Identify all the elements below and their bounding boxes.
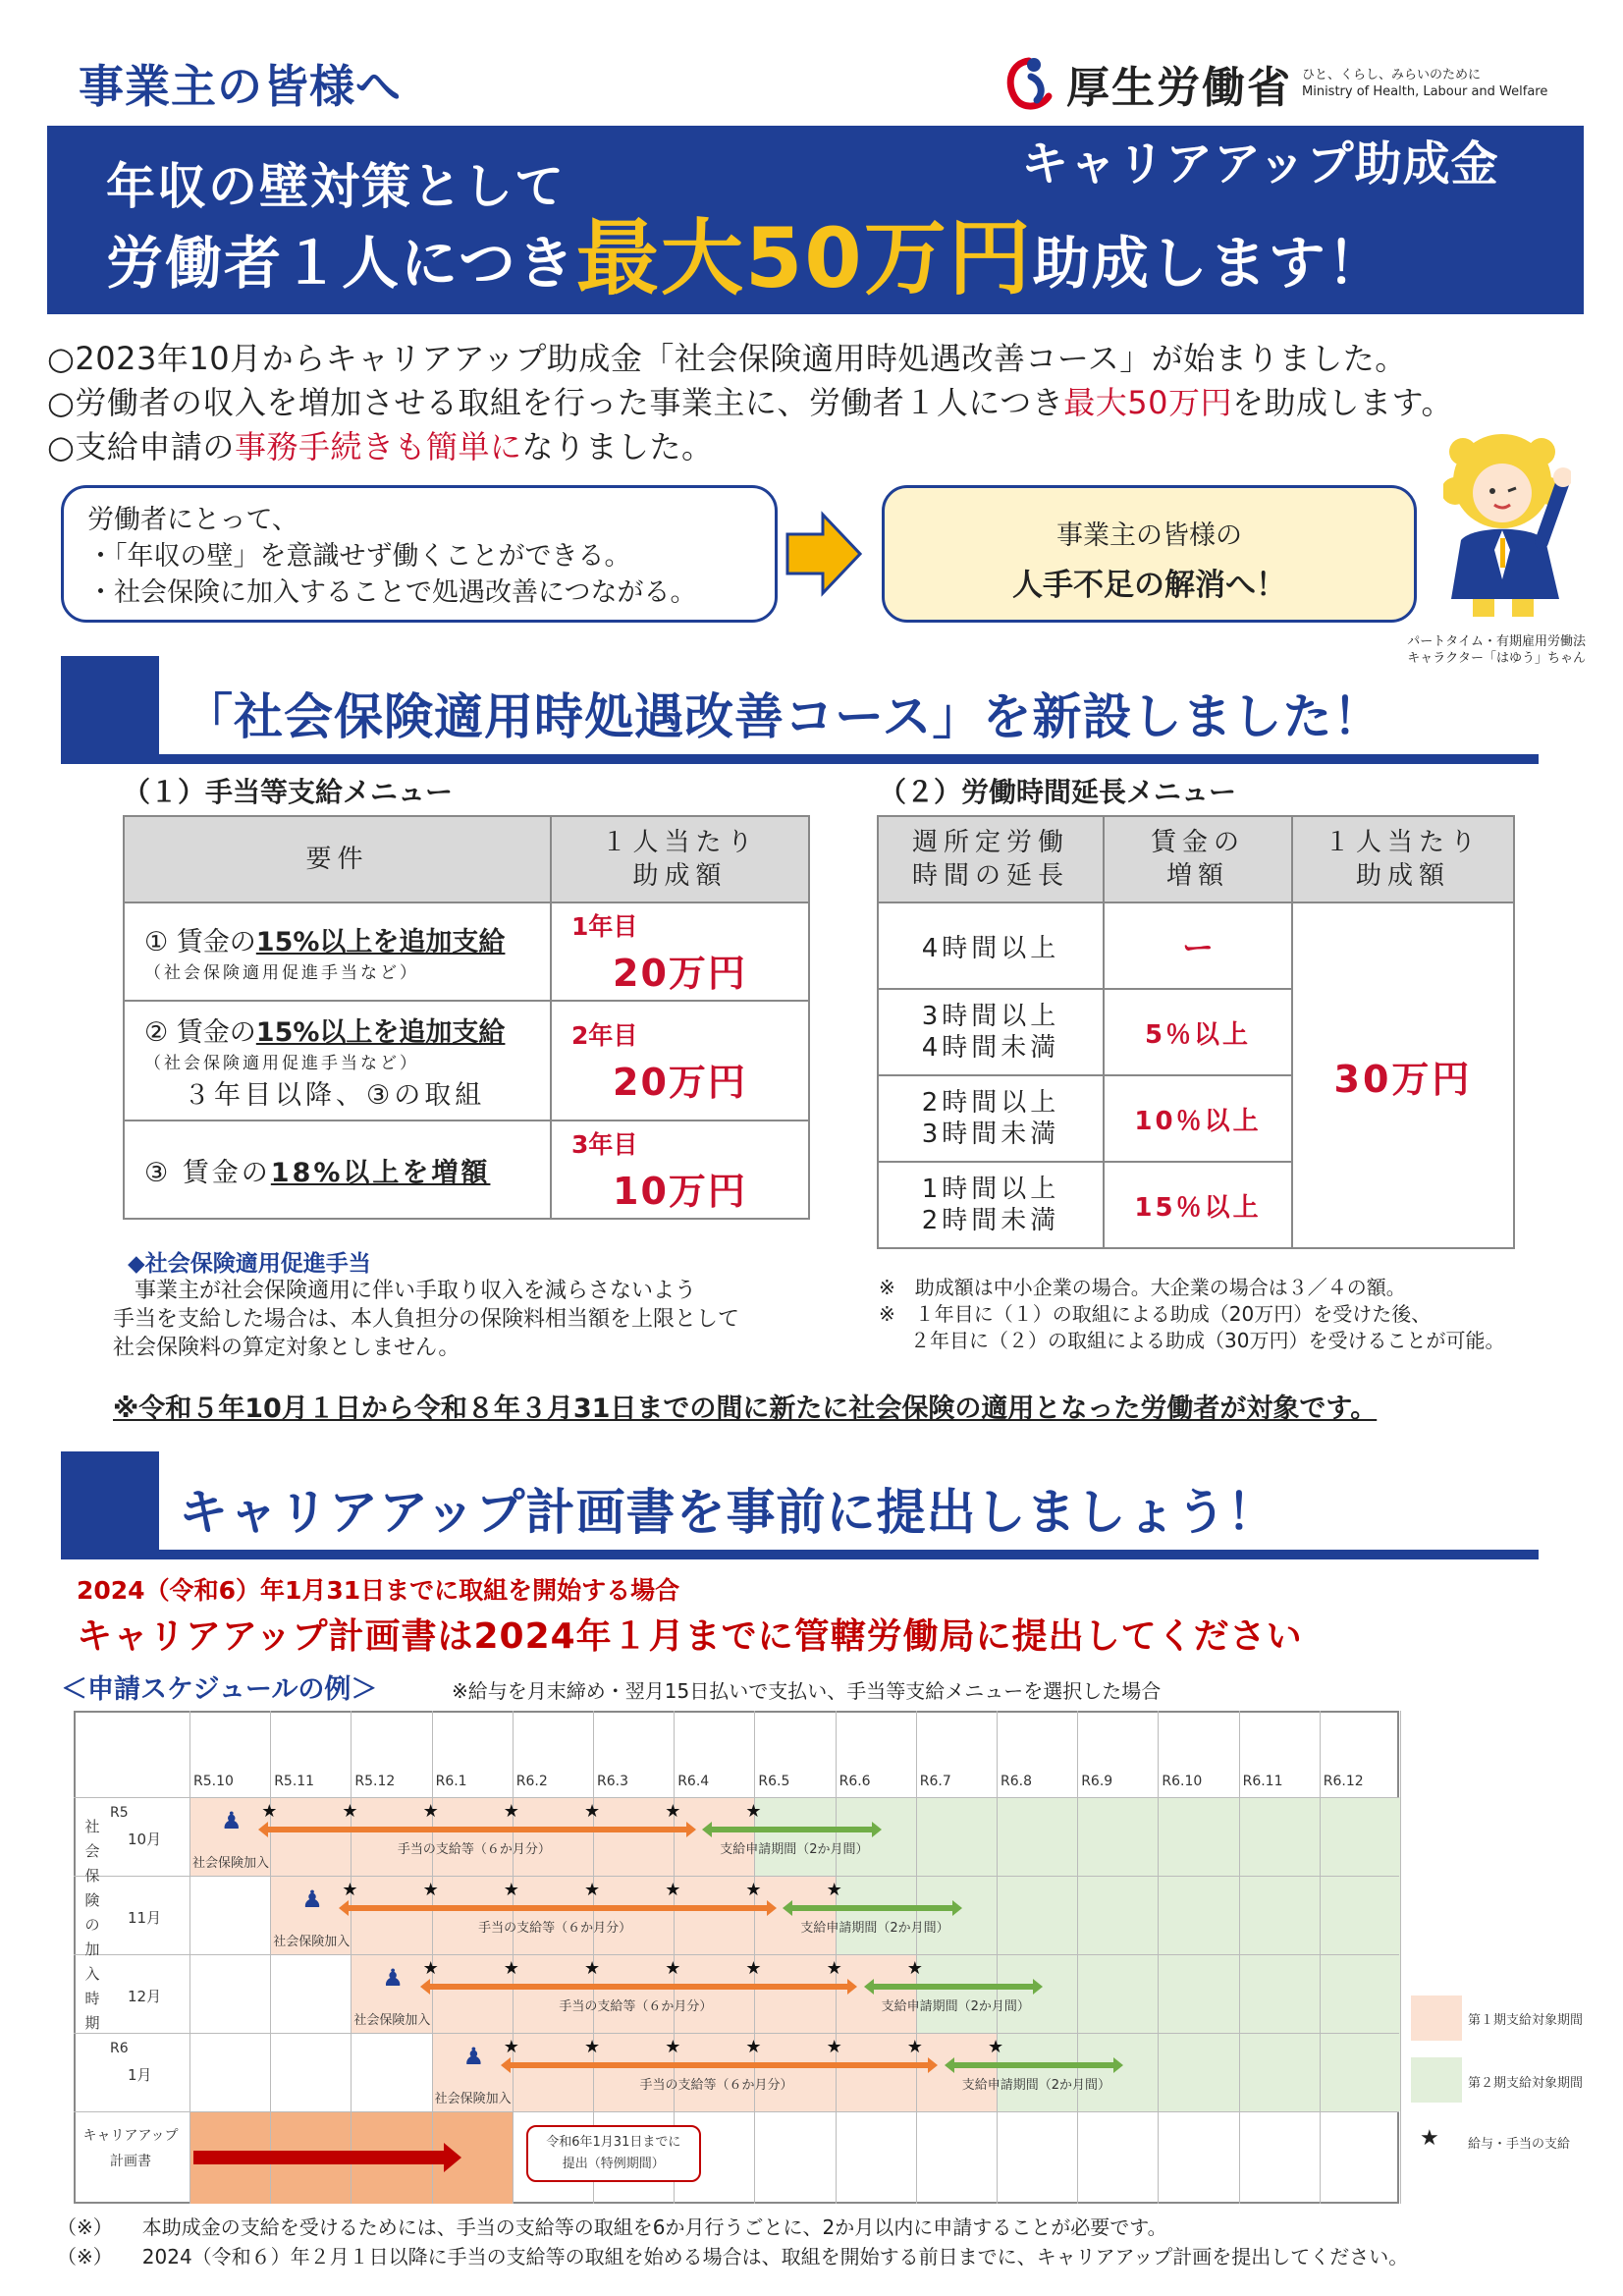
person-icon: ♟ xyxy=(462,2043,485,2070)
month-label: R5.10 xyxy=(193,1774,234,1789)
apply-arrow-head-left xyxy=(945,2057,954,2073)
month-label: R6.12 xyxy=(1323,1774,1364,1789)
apply-arrow xyxy=(872,1984,1033,1990)
payment-star-icon: ★ xyxy=(503,1801,519,1822)
plan-arrow-head xyxy=(444,2143,461,2172)
pay-arrow-head-right xyxy=(686,1822,696,1837)
schedule-example-note: ※給与を月末締め・翌月15日払いで支払い、手当等支給メニューを選択した場合 xyxy=(452,1679,1162,1703)
apply-label: 支給申請期間（2か月間） xyxy=(961,2078,1111,2093)
payment-star-icon: ★ xyxy=(584,1958,601,1979)
payment-star-icon: ★ xyxy=(261,1801,278,1822)
pay-arrow-head-left xyxy=(339,1900,349,1916)
menu1-row xyxy=(124,1001,809,1121)
schedule-example-title: ＜申請スケジュールの例＞ xyxy=(61,1674,378,1705)
pay-arrow xyxy=(509,2062,928,2068)
allowance-text: 事業主が社会保険適用に伴い手取り収入を減らさないよう 手当を支給した場合は、本人負担分の保険料相当額を上限として 社会保険料の算定対象としません。 xyxy=(113,1279,740,1360)
month-label: R6.5 xyxy=(758,1774,790,1789)
grid-line xyxy=(432,1711,433,2204)
menu1-requirement: ③ 賃金の18%以上を増額 xyxy=(124,1121,551,1219)
month-label: R6.8 xyxy=(1001,1774,1032,1789)
worker-benefits-title: 労働者にとって、 xyxy=(87,505,298,535)
grid-line xyxy=(351,1711,352,2204)
menu2-title: （２）労働時間延長メニュー xyxy=(879,776,1237,808)
banner-max-amount: 最大50万円 xyxy=(575,210,1033,306)
pay-arrow xyxy=(347,1905,766,1911)
apply-label: 支給申請期間（2か月間） xyxy=(800,1921,949,1936)
plan-headline: キャリアアップ計画書は2024年１月までに管轄労働局に提出してください xyxy=(77,1616,1303,1657)
plan-row-label-2: 計画書 xyxy=(110,2154,151,2169)
menu2-wage: ー xyxy=(1104,902,1292,989)
month-label: R6.9 xyxy=(1081,1774,1113,1789)
payment-star-icon: ★ xyxy=(342,1801,358,1822)
apply-arrow-head-left xyxy=(702,1822,712,1837)
right-arrow-icon xyxy=(785,511,862,597)
payment-star-icon: ★ xyxy=(826,1958,842,1979)
grid-line xyxy=(836,1711,837,2204)
menu2-head-wage: 賃金の 増額 xyxy=(1104,816,1292,902)
menu2-head-amount: １人当たり 助成額 xyxy=(1292,816,1514,902)
join-label: 社会保険加入 xyxy=(353,2013,431,2028)
apply-label: 支給申請期間（2か月間） xyxy=(720,1842,869,1857)
menu2-table xyxy=(877,815,1515,1249)
payment-star-icon: ★ xyxy=(665,1801,681,1822)
amount-notes: ※ 助成額は中小企業の場合。大企業の場合は３／４の額。 ※ １年目に（１）の取組による助成（20万円）を受けた後、 ２年目に（２）の取組による助成（30万円）を受けることが可能。 xyxy=(879,1276,1505,1352)
menu2-hours: 2時間以上 3時間未満 xyxy=(878,1075,1104,1162)
row-month-label: 1月 xyxy=(128,2066,152,2084)
section1-marker xyxy=(61,656,159,754)
join-label: 社会保険加入 xyxy=(273,1935,351,1949)
section2-underline xyxy=(61,1550,1539,1559)
section1-header xyxy=(61,656,1539,764)
payment-star-icon: ★ xyxy=(745,1801,762,1822)
legend-star-icon: ★ xyxy=(1420,2126,1439,2151)
menu1-row xyxy=(124,1121,809,1219)
pay-arrow-head-right xyxy=(767,1900,777,1916)
menu2-wage: 5％以上 xyxy=(1104,989,1292,1075)
menu1-title: （１）手当等支給メニュー xyxy=(123,776,454,808)
menu1-amount: 1年目 20万円 xyxy=(551,902,809,1001)
menu1-table xyxy=(123,815,810,1220)
banner-line1: 年収の壁対策として xyxy=(106,158,566,215)
legend-payment: 給与・手当の支給 xyxy=(1468,2137,1571,2152)
banner-line2-part1: 労働者１人につき xyxy=(106,230,576,297)
mascot-character-illustration xyxy=(1443,422,1571,629)
grid-line xyxy=(916,1711,917,2204)
apply-arrow-head-right xyxy=(872,1822,882,1837)
section2-header xyxy=(61,1451,1539,1559)
pay-arrow-head-left xyxy=(258,1822,268,1837)
payment-star-icon: ★ xyxy=(988,2037,1004,2057)
grid-line xyxy=(513,1711,514,2204)
apply-arrow-head-right xyxy=(952,1900,962,1916)
apply-arrow-head-right xyxy=(1113,2057,1123,2073)
ministry-tagline: ひと、くらし、みらいのために Ministry of Health, Labour and Welfare xyxy=(1302,68,1548,99)
payment-star-icon: ★ xyxy=(584,1801,601,1822)
payment-star-icon: ★ xyxy=(584,2037,601,2057)
menu1-requirement: ① 賃金の15%以上を追加支給 （社会保険適用促進手当など） xyxy=(124,902,551,1001)
allowance-title: ◆社会保険適用促進手当 xyxy=(128,1251,371,1277)
grid-line xyxy=(189,1711,190,2204)
menu2-wage: 10％以上 xyxy=(1104,1075,1292,1162)
payment-star-icon: ★ xyxy=(422,1801,439,1822)
banner-line2-part3: 助成します！ xyxy=(1032,230,1386,297)
month-label: R6.1 xyxy=(435,1774,467,1789)
mascot-caption: パートタイム・有期雇用労働法 キャラクター「はゆう」ちゃん xyxy=(1407,634,1586,666)
grid-line xyxy=(997,1711,998,2204)
grid-line xyxy=(1320,1711,1321,2204)
intro-line3: ○支給申請の事務手続きも簡単になりました。 xyxy=(47,428,714,465)
grid-line xyxy=(1077,1711,1078,2204)
pay-arrow-head-left xyxy=(501,2057,511,2073)
payment-star-icon: ★ xyxy=(503,1880,519,1900)
pay-arrow-head-right xyxy=(847,1979,857,1995)
menu1-row xyxy=(124,902,809,1001)
month-label: R6.10 xyxy=(1162,1774,1203,1789)
menu2-row xyxy=(878,902,1514,989)
row-month-label: 12月 xyxy=(128,1988,162,2005)
worker-benefit-1: ・「年収の壁」を意識せず働くことができる。 xyxy=(87,541,631,572)
grid-line xyxy=(74,1797,1399,1798)
month-label: R6.3 xyxy=(597,1774,628,1789)
apply-arrow xyxy=(790,1905,951,1911)
grid-line xyxy=(270,1711,271,2204)
plan-deadline-callout xyxy=(526,2125,701,2182)
person-icon: ♟ xyxy=(221,1807,243,1834)
menu1-head-amount: １人当たり 助成額 xyxy=(551,816,809,902)
worker-benefit-2: ・社会保険に加入することで処遇改善につながる。 xyxy=(87,577,697,608)
period2-band xyxy=(836,1876,1400,1954)
menu1-amount: 2年目 20万円 xyxy=(551,1001,809,1121)
menu2-wage: 15％以上 xyxy=(1104,1162,1292,1248)
pay-arrow-head-left xyxy=(420,1979,430,1995)
ministry-logo xyxy=(1001,49,1547,118)
section2-marker xyxy=(61,1451,159,1550)
payment-star-icon: ★ xyxy=(422,1880,439,1900)
row-month-label: 11月 xyxy=(128,1909,162,1927)
pay-arrow xyxy=(266,1827,685,1832)
payment-star-icon: ★ xyxy=(503,2037,519,2057)
intro-line1: ○2023年10月からキャリアアップ助成金「社会保険適用時処遇改善コース」が始まりました。 xyxy=(47,340,1407,377)
pay-label: 手当の支給等（６か月分） xyxy=(559,1999,713,2014)
payment-star-icon: ★ xyxy=(342,1880,358,1900)
apply-arrow-head-right xyxy=(1033,1979,1043,1995)
apply-arrow-head-left xyxy=(783,1900,792,1916)
section1-underline xyxy=(61,754,1539,764)
plan-callout-line1: 令和6年1月31日までに xyxy=(546,2135,681,2150)
payment-star-icon: ★ xyxy=(503,1958,519,1979)
footer-note-1: （※） 本助成金の支給を受けるためには、手当の支給等の取組を6か月行うごとに、2か月以内に申請することが必要です。 xyxy=(57,2215,1167,2239)
legend-swatch-period2 xyxy=(1411,2057,1462,2103)
month-label: R6.7 xyxy=(919,1774,951,1789)
payment-star-icon: ★ xyxy=(826,1880,842,1900)
month-label: R5.12 xyxy=(354,1774,396,1789)
legend-period2: 第２期支給対象期間 xyxy=(1468,2076,1584,2091)
pay-label: 手当の支給等（６か月分） xyxy=(478,1921,632,1936)
menu2-amount: 30万円 xyxy=(1292,902,1514,1248)
person-icon: ♟ xyxy=(301,1886,323,1913)
month-label: R6.2 xyxy=(515,1774,548,1789)
plan-callout-line2: 提出（特例期間） xyxy=(562,2157,665,2171)
menu2-hours: 4時間以上 xyxy=(878,902,1104,989)
payment-star-icon: ★ xyxy=(906,1958,923,1979)
plan-condition: 2024（令和6）年1月31日までに取組を開始する場合 xyxy=(77,1576,680,1605)
target-note: ※令和５年10月１日から令和８年３月31日までの間に新たに社会保険の適用となった労働者が対象です。 xyxy=(113,1394,1378,1424)
menu1-amount: 3年目 10万円 xyxy=(551,1121,809,1219)
section1-title: 「社会保険適用時処遇改善コース」を新設しました！ xyxy=(184,688,1383,745)
employer-benefit-line1: 事業主の皆様の xyxy=(1056,520,1242,551)
payment-star-icon: ★ xyxy=(665,1958,681,1979)
row-year-label: R5 xyxy=(110,1805,129,1821)
grid-line xyxy=(1158,1711,1159,2204)
grid-line xyxy=(74,2033,1399,2034)
grid-line xyxy=(74,1954,1399,1955)
menu2-hours: 1時間以上 2時間未満 xyxy=(878,1162,1104,1248)
grid-line xyxy=(1239,1711,1240,2204)
plan-arrow xyxy=(193,2151,444,2164)
payment-star-icon: ★ xyxy=(745,1880,762,1900)
payment-star-icon: ★ xyxy=(665,1880,681,1900)
pay-label: 手当の支給等（６か月分） xyxy=(639,2078,793,2093)
banner-program-name: キャリアアップ助成金 xyxy=(1021,137,1499,191)
payment-star-icon: ★ xyxy=(826,2037,842,2057)
plan-row-label: キャリアアップ xyxy=(82,2128,179,2144)
join-label: 社会保険加入 xyxy=(434,2092,512,2106)
employer-benefit-box xyxy=(882,485,1417,623)
row-month-label: 10月 xyxy=(128,1831,162,1848)
menu2-hours: 3時間以上 4時間未満 xyxy=(878,989,1104,1075)
ministry-emblem-icon xyxy=(1001,53,1056,114)
join-period-vertical-label: 社会保険の加入時期 xyxy=(84,1818,100,2032)
join-label: 社会保険加入 xyxy=(192,1856,270,1871)
employer-benefit-line2: 人手不足の解消へ！ xyxy=(1012,568,1286,603)
addressee: 事業主の皆様へ xyxy=(79,60,402,113)
grid-line xyxy=(74,1876,1399,1877)
payment-star-icon: ★ xyxy=(665,2037,681,2057)
grid-line xyxy=(754,1711,755,2204)
legend-swatch-period1 xyxy=(1411,1995,1462,2041)
period2-band xyxy=(997,2033,1400,2111)
intro-line2: ○労働者の収入を増加させる取組を行った事業主に、労働者１人につき最大50万円を助成します。 xyxy=(47,384,1453,421)
grid-line xyxy=(1400,1711,1401,2204)
section2-title: キャリアアップ計画書を事前に提出しましょう！ xyxy=(179,1484,1277,1541)
menu2-head-hours: 週所定労働 時間の延長 xyxy=(878,816,1104,902)
month-label: R6.6 xyxy=(839,1774,871,1789)
apply-arrow xyxy=(710,1827,871,1832)
month-label: R6.4 xyxy=(677,1774,710,1789)
legend-period1: 第１期支給対象期間 xyxy=(1468,2013,1584,2028)
apply-arrow-head-left xyxy=(864,1979,874,1995)
month-label: R6.11 xyxy=(1242,1774,1283,1789)
pay-arrow-head-right xyxy=(928,2057,938,2073)
person-icon: ♟ xyxy=(382,1964,404,1992)
grid-line xyxy=(74,2111,1399,2112)
menu1-head-requirement: 要件 xyxy=(124,816,551,902)
payment-star-icon: ★ xyxy=(906,2037,923,2057)
pay-arrow xyxy=(428,1984,847,1990)
pay-label: 手当の支給等（６か月分） xyxy=(397,1842,551,1857)
apply-label: 支給申請期間（2か月間） xyxy=(881,1999,1030,2014)
payment-star-icon: ★ xyxy=(745,1958,762,1979)
ministry-name: 厚生労働省 xyxy=(1066,63,1292,113)
payment-star-icon: ★ xyxy=(422,1958,439,1979)
menu1-requirement: ② 賃金の15%以上を追加支給 （社会保険適用促進手当など） ３年目以降、③の取組 xyxy=(124,1001,551,1121)
footer-note-2: （※） 2024（令和６）年２月１日以降に手当の支給等の取組を始める場合は、取組を開始する前日までに、キャリアアップ計画を提出してください。 xyxy=(57,2245,1409,2269)
apply-arrow xyxy=(952,2062,1113,2068)
payment-star-icon: ★ xyxy=(584,1880,601,1900)
banner-line2 xyxy=(106,211,1386,305)
month-label: R5.11 xyxy=(274,1774,315,1789)
worker-benefits-box xyxy=(61,485,778,623)
payment-star-icon: ★ xyxy=(745,2037,762,2057)
row-year-label: R6 xyxy=(110,2041,129,2056)
